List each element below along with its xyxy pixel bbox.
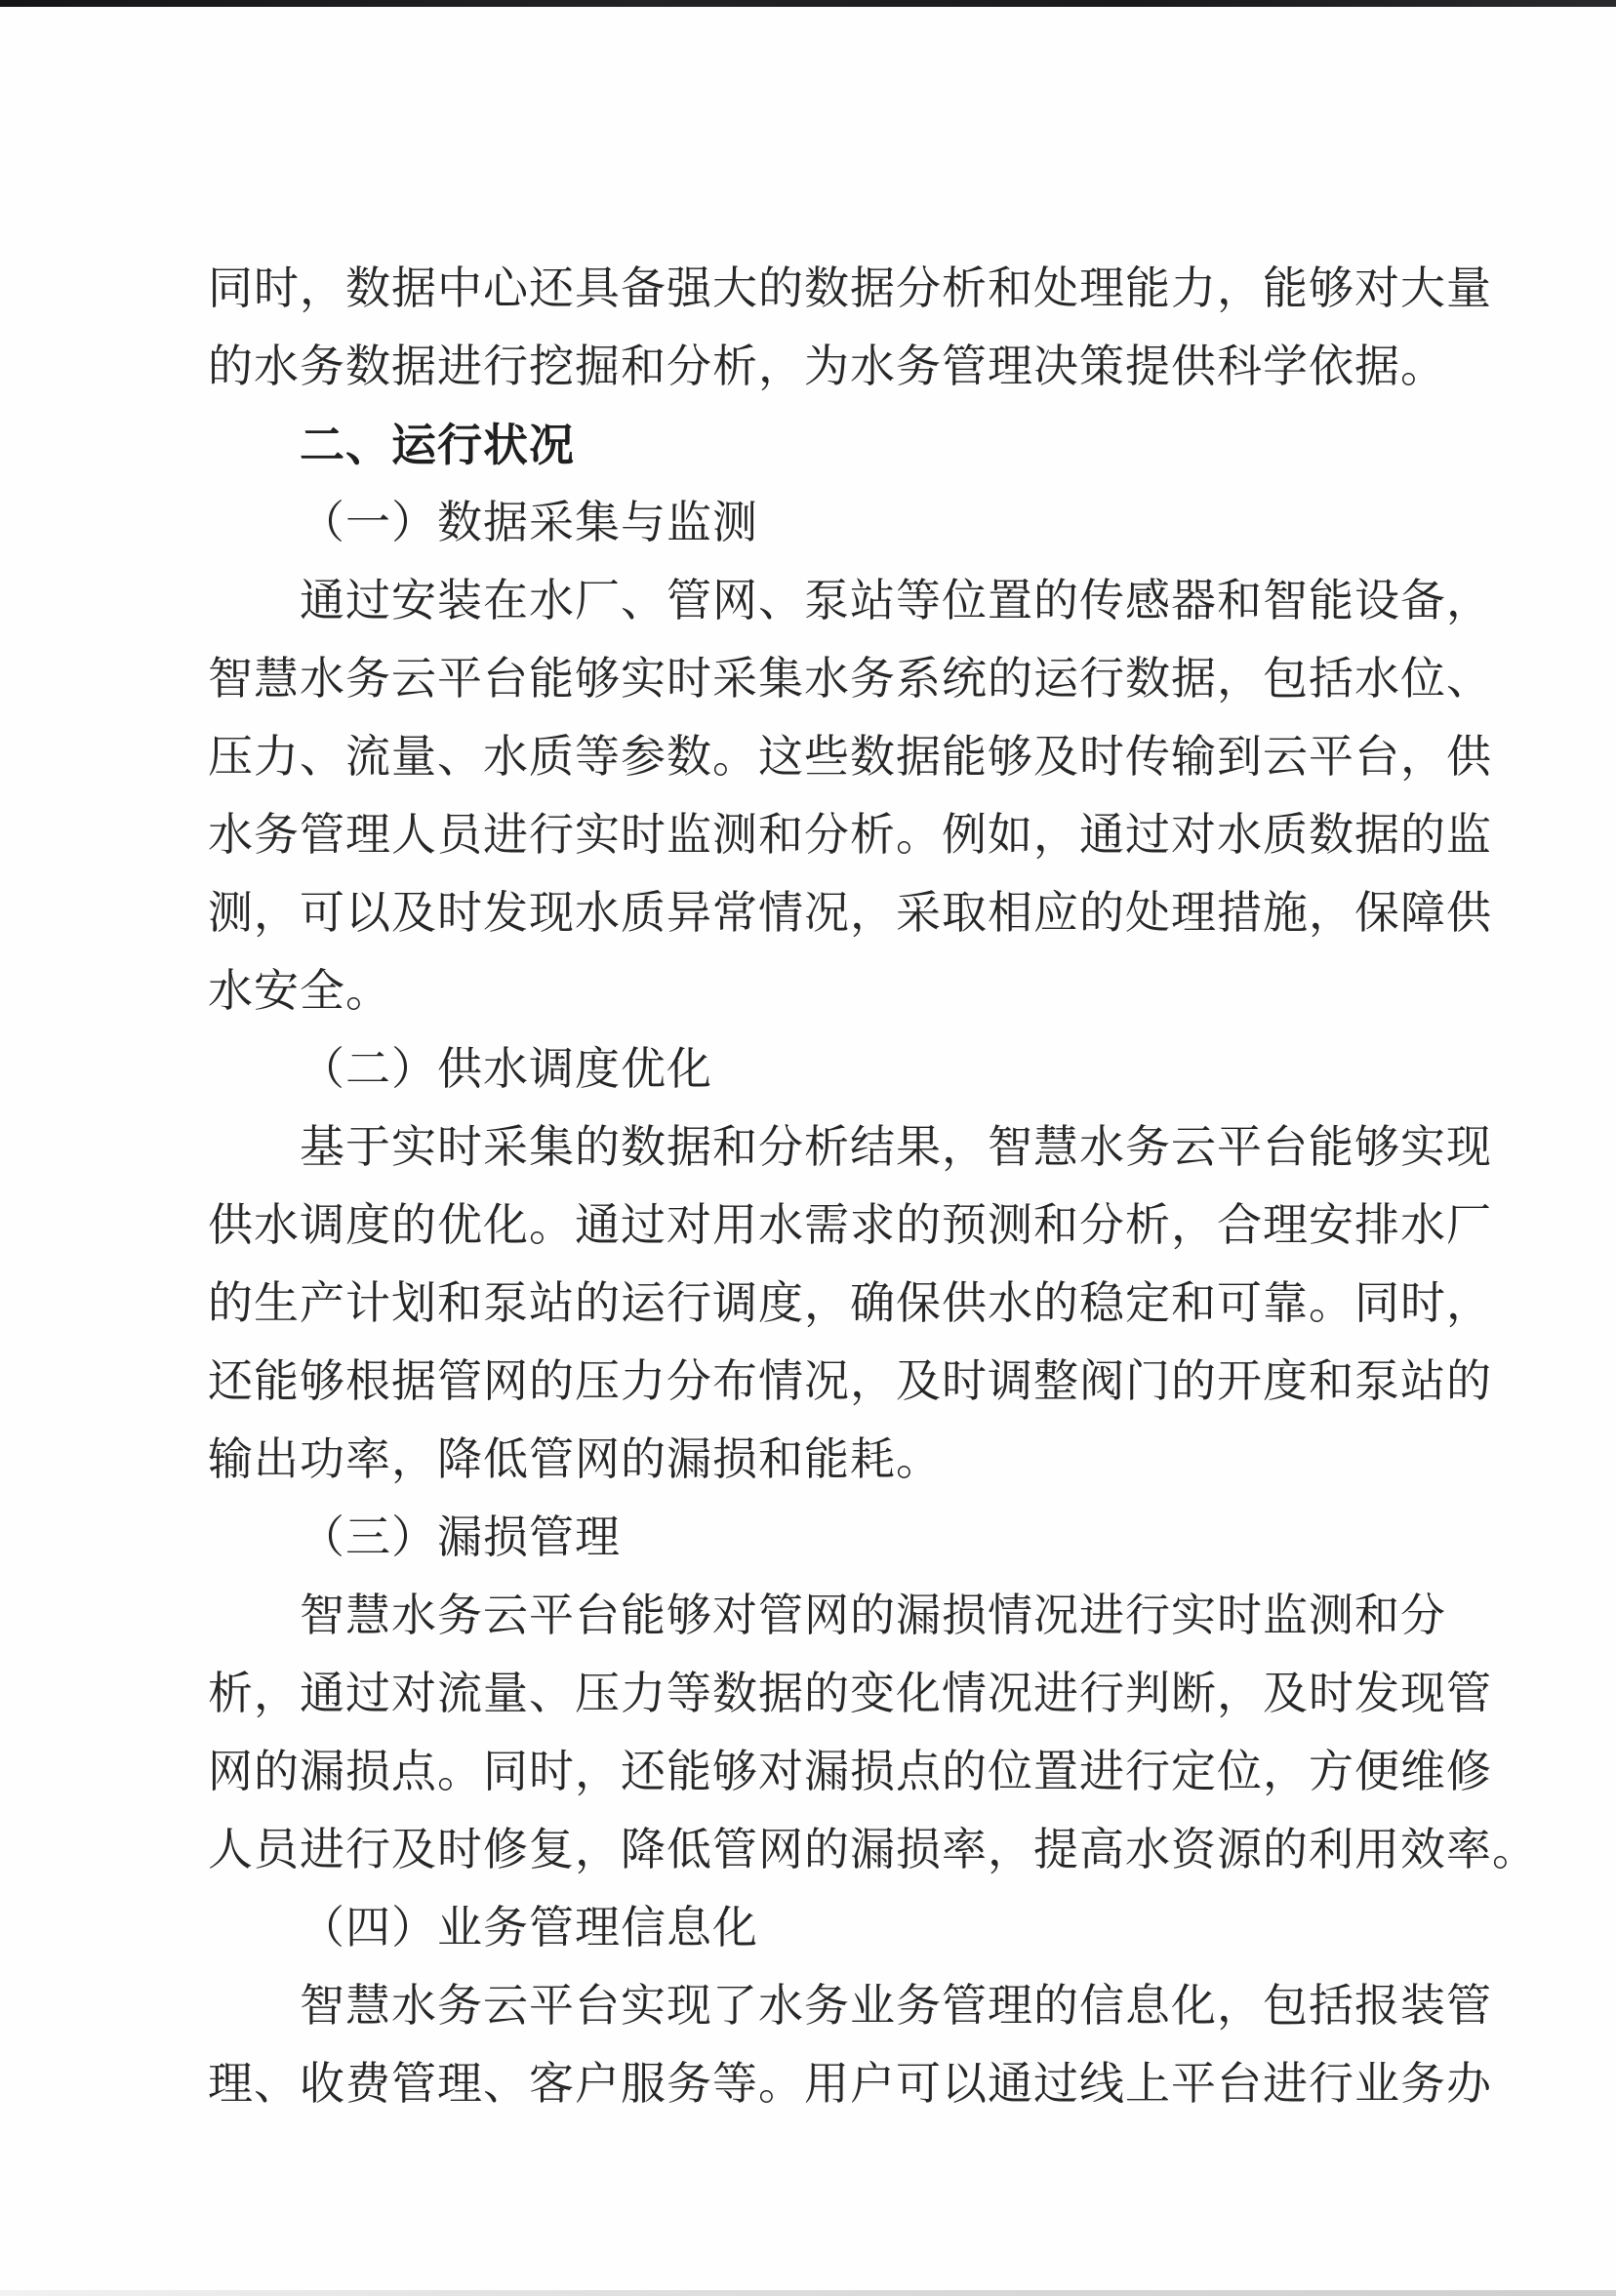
text-line: 基于实时采集的数据和分析结果，智慧水务云平台能够实现: [300, 1122, 1492, 1172]
text-line: 水务管理人员进行实时监测和分析。例如，通过对水质数据的监: [208, 810, 1492, 860]
subsection-heading-1: （一）数据采集与监测: [300, 498, 758, 547]
text-line: 供水调度的优化。通过对用水需求的预测和分析，合理安排水厂: [208, 1200, 1492, 1250]
text-line: 析，通过对流量、压力等数据的变化情况进行判断，及时发现管: [208, 1669, 1492, 1718]
text-line: 智慧水务云平台实现了水务业务管理的信息化，包括报装管: [300, 1981, 1492, 2031]
text-line: 人员进行及时修复，降低管网的漏损率，提高水资源的利用效率。: [208, 1825, 1538, 1874]
text-line: 智慧水务云平台能够对管网的漏损情况进行实时监测和分: [300, 1591, 1446, 1640]
text-line: 的水务数据进行挖掘和分析，为水务管理决策提供科学依据。: [208, 342, 1446, 391]
text-line: 水安全。: [208, 966, 391, 1016]
text-line: 智慧水务云平台能够实时采集水务系统的运行数据，包括水位、: [208, 654, 1492, 704]
subsection-heading-2: （二）供水调度优化: [300, 1044, 712, 1094]
text-line: 输出功率，降低管网的漏损和能耗。: [208, 1434, 942, 1484]
text-line: 的生产计划和泵站的运行调度，确保供水的稳定和可靠。同时，: [208, 1278, 1492, 1328]
text-line: 同时，数据中心还具备强大的数据分析和处理能力，能够对大量: [208, 263, 1492, 313]
document-body: [208, 250, 1538, 2123]
text-line: 压力、流量、水质等参数。这些数据能够及时传输到云平台，供: [208, 732, 1492, 782]
scan-edge-top: [0, 0, 1616, 7]
scan-edge-bottom: [0, 2290, 1616, 2296]
text-line: 通过安装在水厂、管网、泵站等位置的传感器和智能设备，: [300, 576, 1492, 625]
subsection-heading-4: （四）业务管理信息化: [300, 1903, 758, 1953]
text-line: 理、收费管理、客户服务等。用户可以通过线上平台进行业务办: [208, 2059, 1492, 2109]
section-heading: 二、运行状况: [300, 420, 575, 470]
text-line: 还能够根据管网的压力分布情况，及时调整阀门的开度和泵站的: [208, 1356, 1492, 1406]
text-line: 网的漏损点。同时，还能够对漏损点的位置进行定位，方便维修: [208, 1747, 1492, 1796]
text-line: 测，可以及时发现水质异常情况，采取相应的处理措施，保障供: [208, 888, 1492, 938]
subsection-heading-3: （三）漏损管理: [300, 1512, 621, 1562]
